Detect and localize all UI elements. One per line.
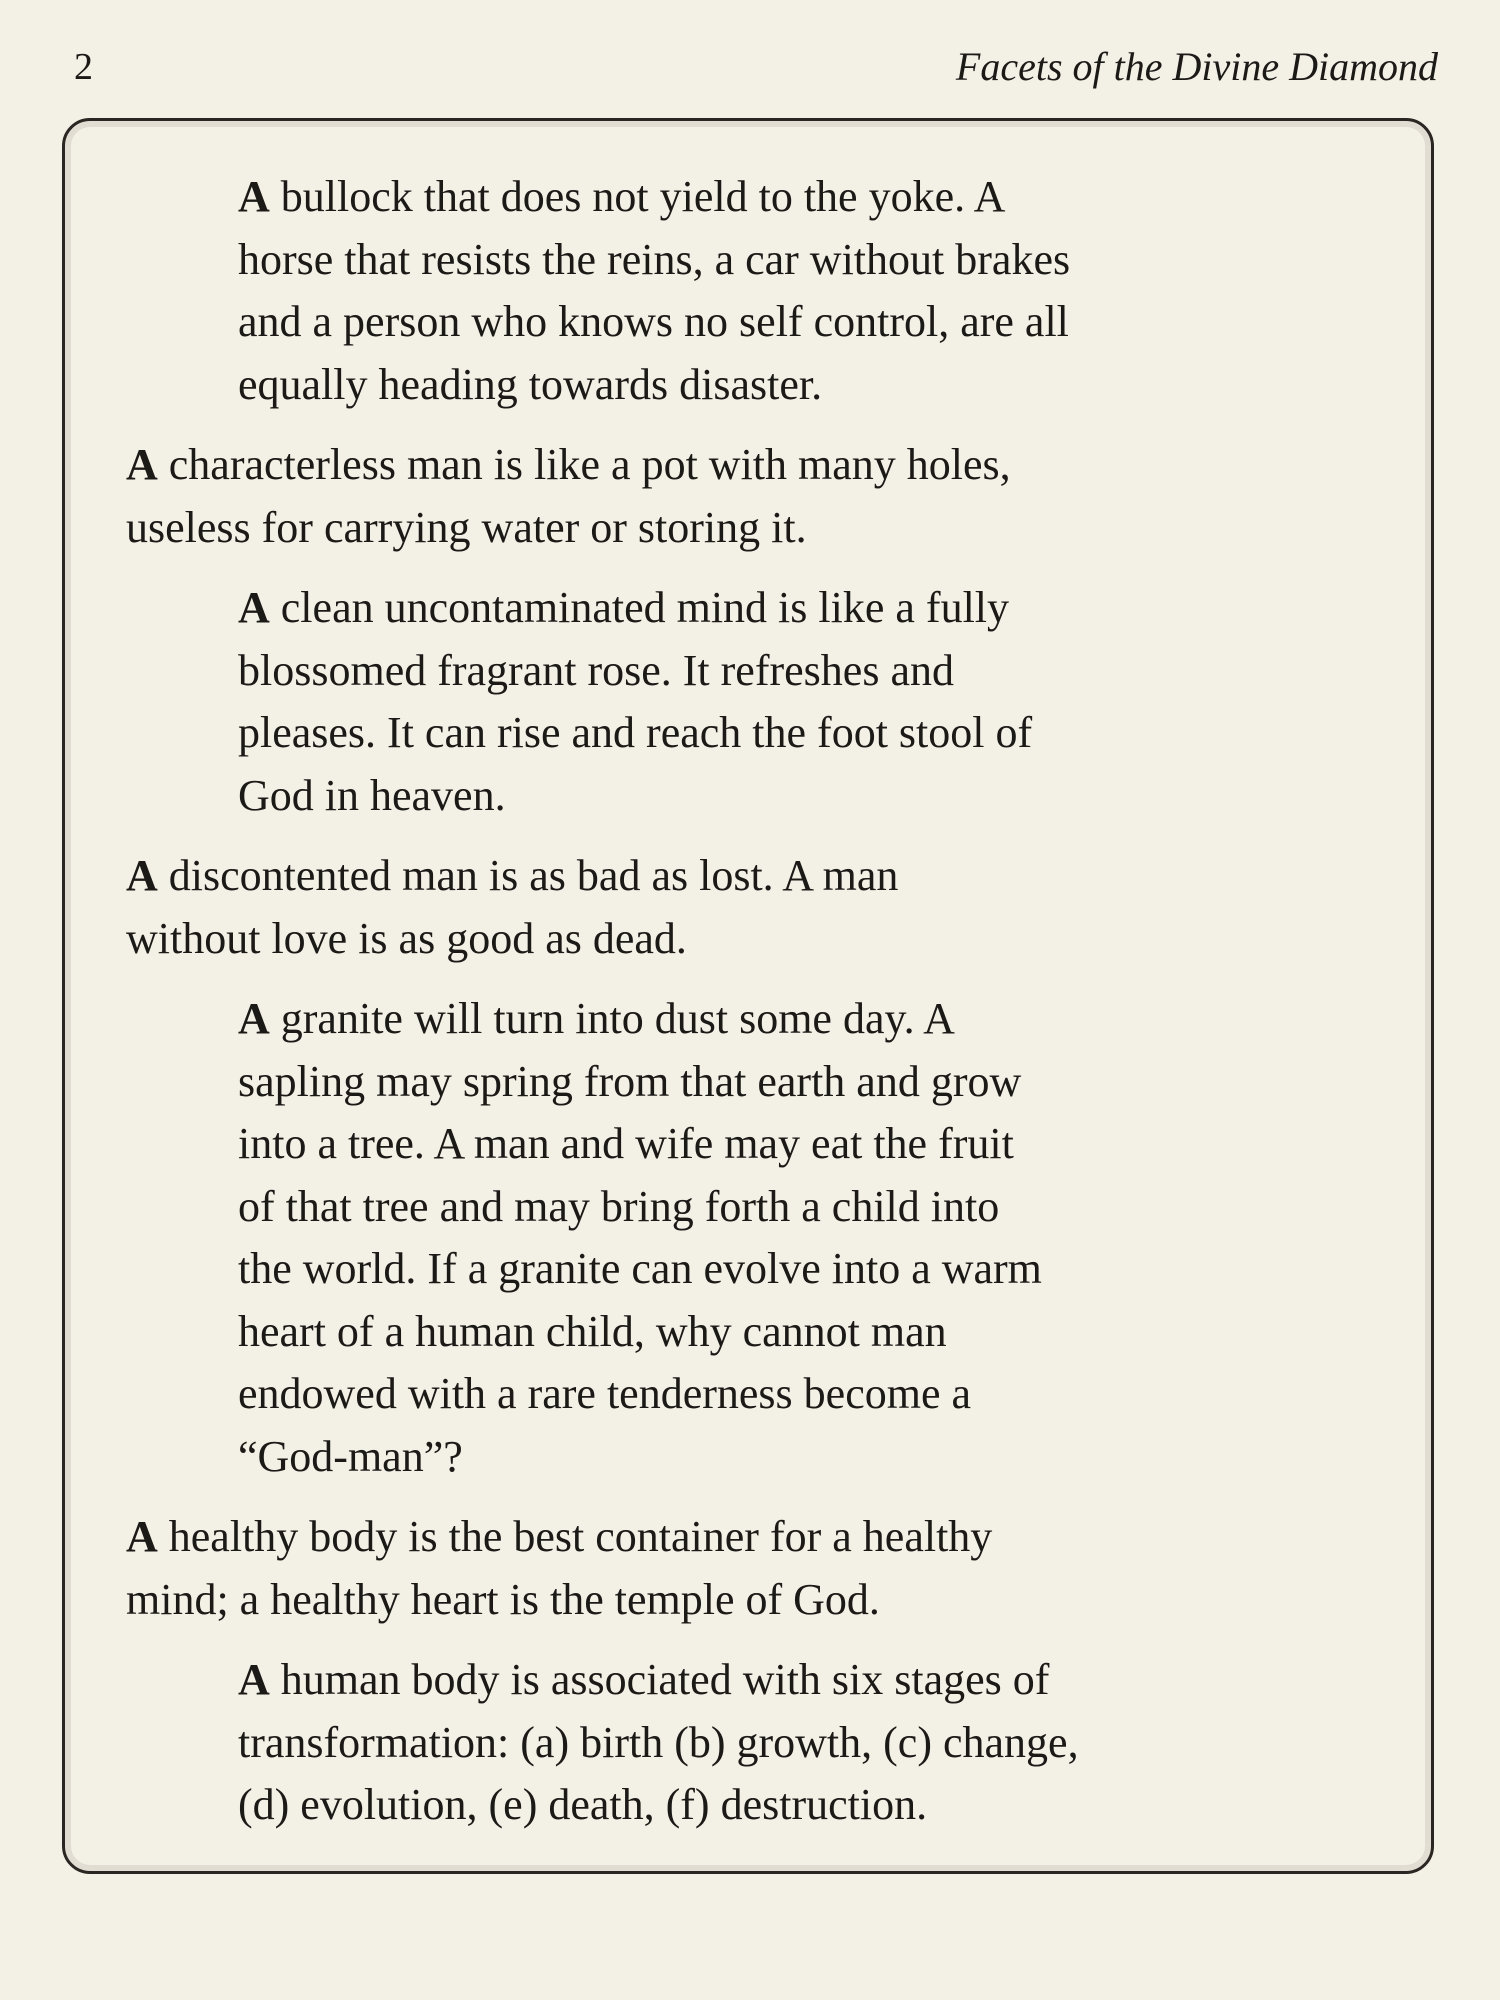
entry-line: horse that resists the reins, a car without brakes (238, 234, 1071, 284)
entry-line: (d) evolution, (e) death, (f) destruction. (238, 1780, 928, 1829)
entry-line: blossomed fragrant rose. It refreshes and (238, 645, 954, 695)
entry-line: A bullock that does not yield to the yoke. A (238, 172, 1006, 221)
page-number: 2 (74, 46, 93, 88)
entry-lead-letter: A (238, 172, 270, 221)
entry-discontented (62, 845, 1434, 970)
entry-line: endowed with a rare tenderness become a (238, 1369, 972, 1418)
entry-line: and a person who knows no self control, are all (238, 297, 1069, 346)
entry-lead-letter: A (126, 1512, 158, 1561)
entry-line: mind; a healthy heart is the temple of God. (126, 1574, 880, 1624)
entry-lead-letter: A (126, 851, 158, 900)
entry-lead-letter: A (238, 1655, 270, 1704)
entry-line: A characterless man is like a pot with many holes, (126, 440, 1011, 489)
entry-line: of that tree and may bring forth a child into (238, 1181, 1000, 1231)
entry-line: into a tree. A man and wife may eat the fruit (238, 1119, 1014, 1168)
entries-list (62, 118, 1434, 1855)
entry-lead-letter: A (238, 994, 270, 1043)
entry-line: “God-man”? (238, 1431, 463, 1481)
entry-line: A clean uncontaminated mind is like a fully (238, 583, 1010, 632)
entry-line: useless for carrying water or storing it. (126, 502, 807, 552)
entry-line: transformation: (a) birth (b) growth, (c) change, (238, 1717, 1079, 1767)
entry-healthy-body (62, 1506, 1434, 1631)
entry-line: without love is as good as dead. (126, 913, 687, 963)
entry-lead-letter: A (126, 440, 158, 489)
entry-human-body (62, 1649, 1434, 1837)
entry-line: equally heading towards disaster. (238, 359, 823, 409)
entry-line: A healthy body is the best container for a healthy (126, 1512, 993, 1561)
running-head: Facets of the Divine Diamond (955, 44, 1438, 89)
entry-line: God in heaven. (238, 770, 506, 820)
entry-line: pleases. It can rise and reach the foot stool of (238, 708, 1033, 757)
entry-line: heart of a human child, why cannot man (238, 1306, 947, 1356)
entry-line: A granite will turn into dust some day. A (238, 994, 955, 1043)
entry-line: A human body is associated with six stages of (238, 1655, 1050, 1704)
entry-line: sapling may spring from that earth and grow (238, 1056, 1022, 1106)
entry-characterless (62, 434, 1434, 559)
entry-bullock (62, 166, 1434, 416)
entry-clean-mind (62, 577, 1434, 827)
entry-line: the world. If a granite can evolve into a warm (238, 1244, 1042, 1293)
entry-line: A discontented man is as bad as lost. A man (126, 851, 899, 900)
entry-lead-letter: A (238, 583, 270, 632)
entry-granite (62, 988, 1434, 1488)
